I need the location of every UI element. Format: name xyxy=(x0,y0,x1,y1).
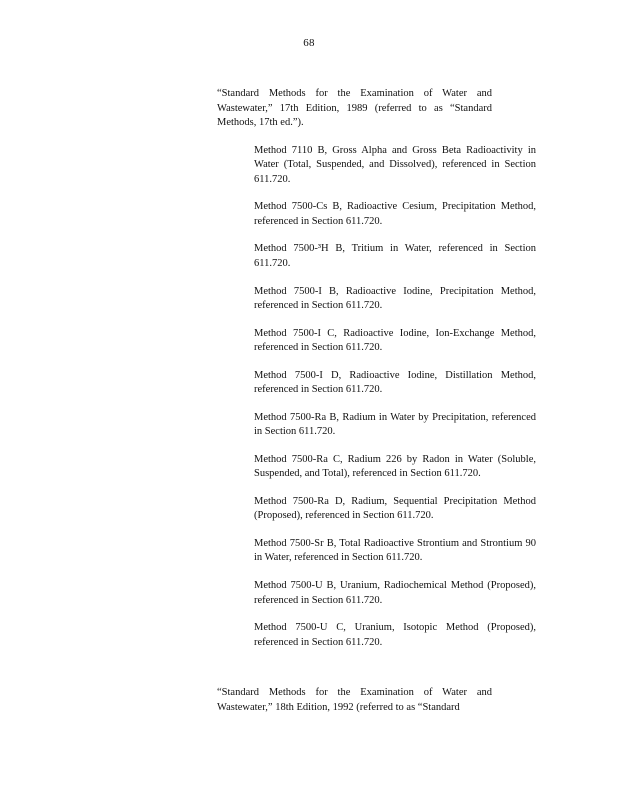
method-7500-cs-b: Method 7500-Cs B, Radioactive Cesium, Precipitation Method, referenced in Section 611.720. xyxy=(254,201,536,227)
method-7500-ra-d: Method 7500-Ra D, Radium, Sequential Precipitation Method (Proposed), referenced in Section 611.720. xyxy=(254,496,536,522)
method-7500-u-c: Method 7500-U C, Uranium, Isotopic Method (Proposed), referenced in Section 611.720. xyxy=(254,622,536,648)
method-7500-u-b: Method 7500-U B, Uranium, Radiochemical Method (Proposed), referenced in Section 611.720. xyxy=(254,580,536,606)
reference-18th-edition: “Standard Methods for the Examination of Water and Wastewater,” 18th Edition, 1992 (referred to as “Standard xyxy=(217,687,492,713)
method-7500-i-c: Method 7500-I C, Radioactive Iodine, Ion-Exchange Method, referenced in Section 611.720. xyxy=(254,327,536,353)
method-7500-ra-b: Method 7500-Ra B, Radium in Water by Precipitation, referenced in Section 611.720. xyxy=(254,411,536,438)
reference-17th-edition: “Standard Methods for the Examination of Water and Wastewater,” 17th Edition, 1989 (referred to as “Standard Methods, 17th ed.”). xyxy=(217,88,492,128)
method-list xyxy=(254,144,536,663)
method-7500-i-d: Method 7500-I D, Radioactive Iodine, Distillation Method, referenced in Section 611.720. xyxy=(254,369,536,396)
method-7500-i-b: Method 7500-I B, Radioactive Iodine, Precipitation Method, referenced in Section 611.720. xyxy=(254,285,536,311)
method-7500-sr-b: Method 7500-Sr B, Total Radioactive Strontium and Strontium 90 in Water, referenced in Section 611.720. xyxy=(254,538,536,564)
method-7500-3h-b: Method 7500-³H B, Tritium in Water, referenced in Section 611.720. xyxy=(254,243,536,269)
method-7500-ra-c: Method 7500-Ra C, Radium 226 by Radon in Water (Soluble, Suspended, and Total), referenced in Section 611.720. xyxy=(254,453,536,480)
page-number: 68 xyxy=(303,37,315,49)
method-7110-b: Method 7110 B, Gross Alpha and Gross Beta Radioactivity in Water (Total, Suspended, and Dissolved), referenced in Section 611.720. xyxy=(254,145,536,185)
